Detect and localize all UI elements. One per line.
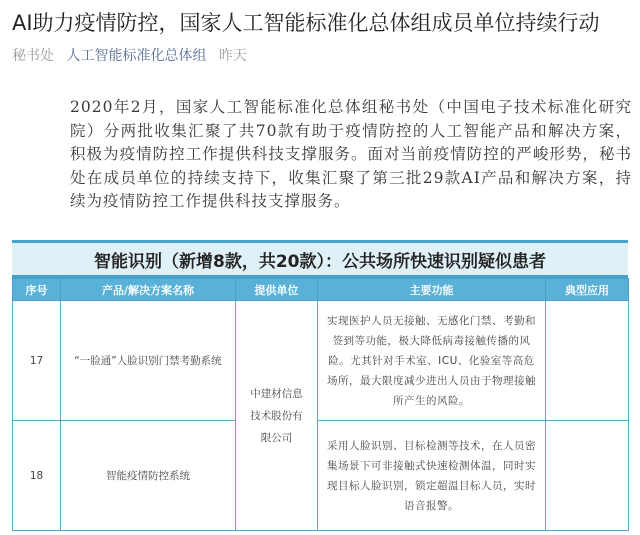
product-table bbox=[12, 240, 628, 531]
table-caption: 智能识别（新增8款，共20款）：公共场所快速识别疑似患者 bbox=[12, 240, 628, 278]
cell-main-function: 实现医护人员无接触、无感化门禁、考勤和签到等功能，极大降低病毒接触传播的风险。尤其针对手术室、ICU、化验室等高危场所，最大限度减少进出人员由于物理接触所产生的风险。 bbox=[318, 301, 546, 421]
table-row bbox=[13, 421, 629, 531]
cell-main-function: 采用人脸识别、目标检测等技术，在人员密集场景下可非接触式快速检测体温，同时实现目标人脸识别，锁定超温目标人员，实时语音报警。 bbox=[318, 421, 546, 531]
header-typical-application: 典型应用 bbox=[546, 279, 629, 301]
account-link[interactable]: 人工智能标准化总体组 bbox=[66, 48, 207, 64]
cell-typical-application bbox=[546, 301, 629, 421]
table-header-row bbox=[13, 279, 629, 301]
article-title: AI助力疫情防控，国家人工智能标准化总体组成员单位持续行动 bbox=[12, 11, 600, 35]
cell-seq: 18 bbox=[13, 421, 61, 531]
article-paragraph: 2020年2月，国家人工智能标准化总体组秘书处（中国电子技术标准化研究院）分两批收集汇聚了共70款有助于疫情防控的人工智能产品和解决方案，积极为疫情防控工作提供科技支撑服务。面对当前疫情防控的严峻形势，秘书处在成员单位的持续支持下，收集汇聚了第三批29款AI产品和解决方案，持续为疫情防控工作提供科技支撑服务。 bbox=[70, 98, 632, 210]
cell-product-name: 智能疫情防控系统 bbox=[61, 421, 236, 531]
publish-date: 昨天 bbox=[218, 48, 247, 64]
table-row bbox=[13, 301, 629, 421]
cell-provider: 中建材信息技术股份有限公司 bbox=[236, 301, 318, 531]
product-table-grid bbox=[12, 278, 629, 531]
cell-typical-application bbox=[546, 421, 629, 531]
header-main-function: 主要功能 bbox=[318, 279, 546, 301]
header-provider: 提供单位 bbox=[236, 279, 318, 301]
cell-seq: 17 bbox=[13, 301, 61, 421]
article-meta bbox=[12, 46, 247, 66]
cell-product-name: “一脸通”人脸识别门禁考勤系统 bbox=[61, 301, 236, 421]
header-seq: 序号 bbox=[13, 279, 61, 301]
author-name: 秘书处 bbox=[12, 48, 54, 64]
header-product-name: 产品/解决方案名称 bbox=[61, 279, 236, 301]
